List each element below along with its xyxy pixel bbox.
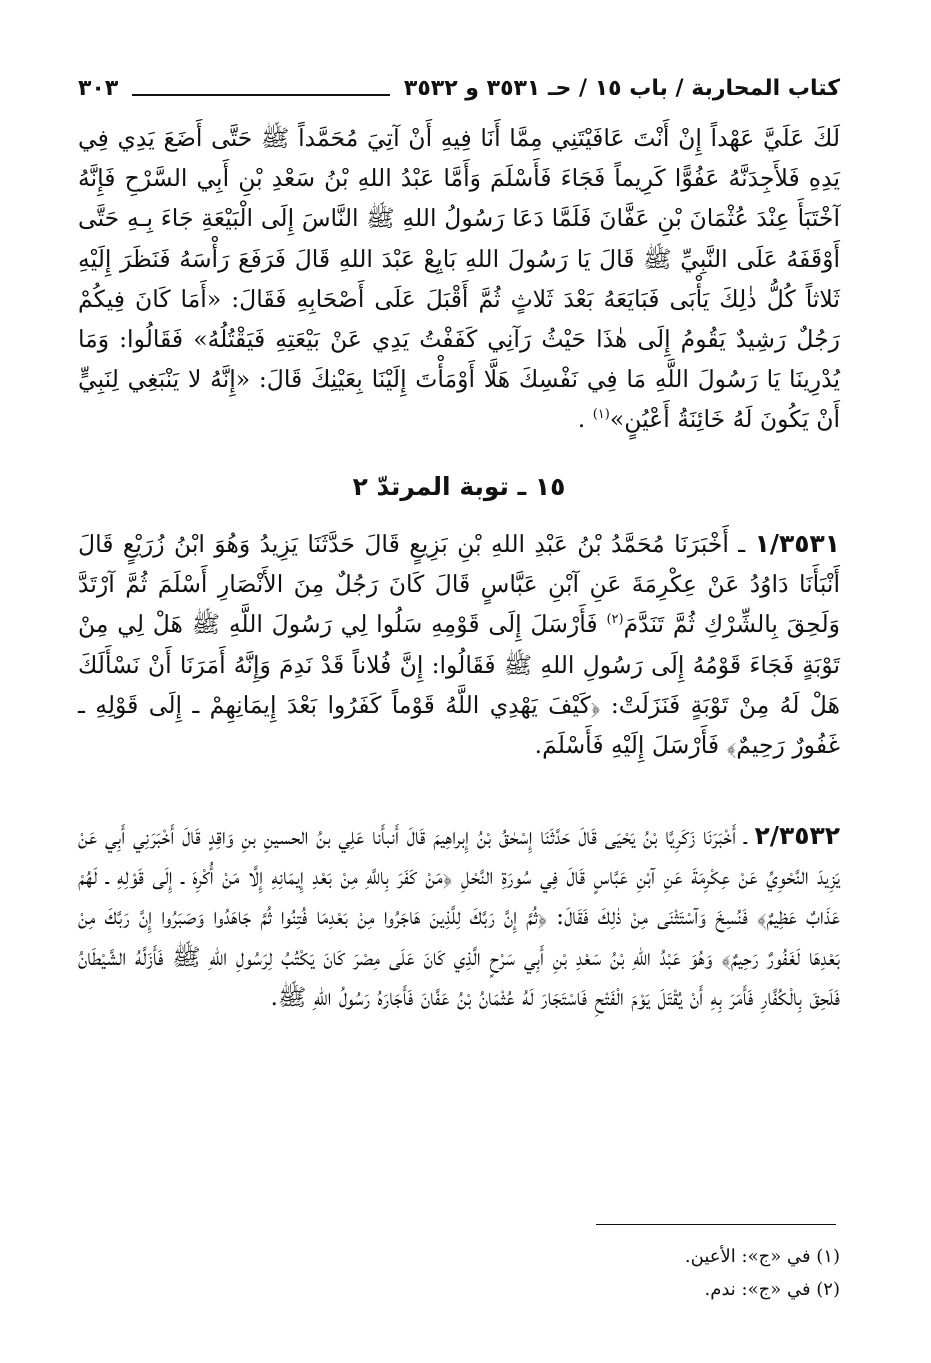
hadith-text-cont: فَأَرْسَلَ إِلَى قَوْمِهِ سَلُوا لِي رَسُولَ اللَّهِ ﷺ هَلْ لِي مِنْ تَوْبَةٍ فَجَاءَ قَوْمُهُ إِلَى رَسُولِ اللهِ ﷺ فَقَالُوا: إِنَّ فُلاناً قَدْ نَدِمَ وَإِنَّهُ أَمَرَنَا أَنْ نَسْأَلَكَ هَلْ لَهُ مِنْ تَوْبَةٍ فَنَزَلَتْ: ﴿كَيْفَ يَهْدِي اللَّهُ قَوْماً كَفَرُوا بَعْدَ إِيمَانِهِمْ ـ إِلَى قَوْلِهِ ـ غَفُورٌ رَحِيمٌ﴾ فَأَرْسَلَ إِلَيْهِ فَأَسْلَمَ. — [78, 610, 840, 760]
footnote-ref-2: (٢) — [606, 612, 624, 628]
hadith-number: ٢/٣٥٣٢ — [754, 821, 840, 850]
page-number: ٣٠٣ — [78, 75, 119, 101]
hadith-number: ١/٣٥٣١ — [754, 529, 840, 558]
chapter-title: كتاب المحاربة / باب ١٥ / حـ ٣٥٣١ و ٣٥٣٢ — [403, 75, 840, 101]
footnote-2: (٢) في «ج»: ندم. — [704, 1279, 840, 1300]
hadith-3532 — [78, 816, 840, 1017]
footnotes — [78, 1240, 840, 1306]
paragraph-text: لَكَ عَلَيَّ عَهْداً إِنْ أَنْتَ عَافَيْتَنِي مِمَّا أَنَا فِيهِ أَنْ آتِيَ مُحَمَّداً ﷺ حَتَّى أَضَعَ يَدِي فِي يَدِهِ فَلأَجِدَنَّهُ عَفُوًّا كَرِيماً فَجَاءَ فَأَسْلَمَ وَأَمَّا عَبْدُ اللهِ بْنُ سَعْدِ بْنِ أَبِي السَّرْحِ فَإِنَّهُ آخْتَبَأَ عِنْدَ عُثْمَانَ بْنِ عَفَّانَ فَلَمَّا دَعَا رَسُولُ اللهِ ﷺ النَّاسَ إِلَى الْبَيْعَةِ جَاءَ بِـهِ حَتَّى أَوْقَفَهُ عَلَى النَّبِيِّ ﷺ قَالَ يَا رَسُولَ اللهِ بَايِعْ عَبْدَ اللهِ قَالَ فَرَفَعَ رَأْسَهُ فَنَظَرَ إِلَيْهِ ثَلاثاً كُلُّ ذٰلِكَ يَأْبَى فَبَايَعَهُ بَعْدَ ثَلاثٍ ثُمَّ أَقْبَلَ عَلَى أَصْحَابِهِ فَقَالَ: «أَمَا كَانَ فِيكُمْ رَجُلٌ رَشِيدٌ يَقُومُ إِلَى هٰذَا حَيْثُ رَآنِي كَفَفْتُ يَدِي عَنْ بَيْعَتِهِ فَيَقْتُلُهُ» فَقَالُوا: وَمَا يُدْرِينَا يَا رَسُولَ اللَّهِ مَا فِي نَفْسِكَ هَلَّا أَوْمَأْتَ إِلَيْنَا بِعَيْنِكَ قَالَ: «إِنَّهُ لا يَنْبَغِي لِنَبِيٍّ أَنْ يَكُونَ لَهُ خَائِنَةُ أَعْيُنٍ» — [78, 124, 840, 434]
continued-paragraph — [78, 118, 840, 440]
section-heading: ١٥ ـ توبة المرتدّ ٢ — [352, 472, 566, 501]
paragraph-end: . — [577, 405, 586, 434]
running-header — [78, 70, 840, 106]
hadith-text: ـ أَخْبَرَنَا زَكَرِيَّا بْنُ يَحْيَى قَالَ حَدَّثَنَا إِسْحٰقُ بْنُ إِبراهِيمَ قَالَ أَنبأَنا عَلِي بنُ الحسينِ بنِ وَاقِدٍ قَالَ أَخْبَرَنِي أَبِي عَنْ يَزِيدَ النَّحْوِيِّ عَنْ عِكْرِمَةَ عَنِ آبْنِ عَبَّاسٍ قَالَ فِي سُورَةِ النَّحْلِ ﴿مَنْ كَفَرَ بِاللَّهِ مِنْ بَعْدِ إِيمَانِهِ إِلَّا مَنْ أُكْرِهَ ـ إِلَى قَوْلِهِ ـ لَهُمْ عَذَابٌ عَظِيمٌ﴾ فَنُسِخَ وَآسْتَثْنَى مِنْ ذٰلِكَ فَقَالَ: ﴿ثُمَّ إِنَّ رَبَّكَ لِلَّذِينَ هَاجَرُوا مِنْ بَعْدِمَا فُتِنُوا ثُمَّ جَاهَدُوا وَصَبَرُوا إِنَّ رَبَّكَ مِنْ بَعْدِهَا لَغَفُورٌ رَحِيمٌ﴾ وَهُوَ عَبْدُ اللهِ بْنُ سَعْدِ بْنِ أَبِي سَرْحٍ الَّذِي كَانَ عَلَى مِصْرَ كَانَ يَكْتُبُ لِرَسُولِ اللهِ ﷺ فَأَزَلَّهُ الشَّيْطَانُ فَلَحِقَ بِالْكُفَّارِ فَأَمَرَ بِهِ أَنْ يُقْتَلَ يَوْمَ الْفَتْحِ فَاسْتَجَارَ لَهُ عُثْمَانُ بْنُ عَفَّانَ فَأَجَارَهُ رَسُولُ اللهِ ﷺ. — [78, 822, 840, 1011]
hadith-text: ـ أَخْبَرَنَا مُحَمَّدُ بْنُ عَبْدِ اللهِ بْنِ بَزِيعٍ قَالَ حَدَّثَنَا يَزِيدُ وَهُوَ ابْنُ زُرَيْعٍ قَالَ أَنْبَأَنَا دَاوُدُ عَنْ عِكْرِمَةَ عَنِ آبْنِ عَبَّاسٍ قَالَ كَانَ رَجُلٌ مِنَ الأَنْصَارِ أَسْلَمَ ثُمَّ آرْتَدَّ وَلَحِقَ بِالشِّرْكِ ثُمَّ تَنَدَّمَ — [78, 530, 840, 639]
hadith-3531 — [78, 524, 840, 765]
footnote-1: (١) في «ج»: الأعين. — [684, 1246, 840, 1267]
footnote-ref-1: (١) — [592, 407, 610, 423]
header-rule — [132, 80, 390, 96]
footnote-separator — [596, 1224, 836, 1225]
